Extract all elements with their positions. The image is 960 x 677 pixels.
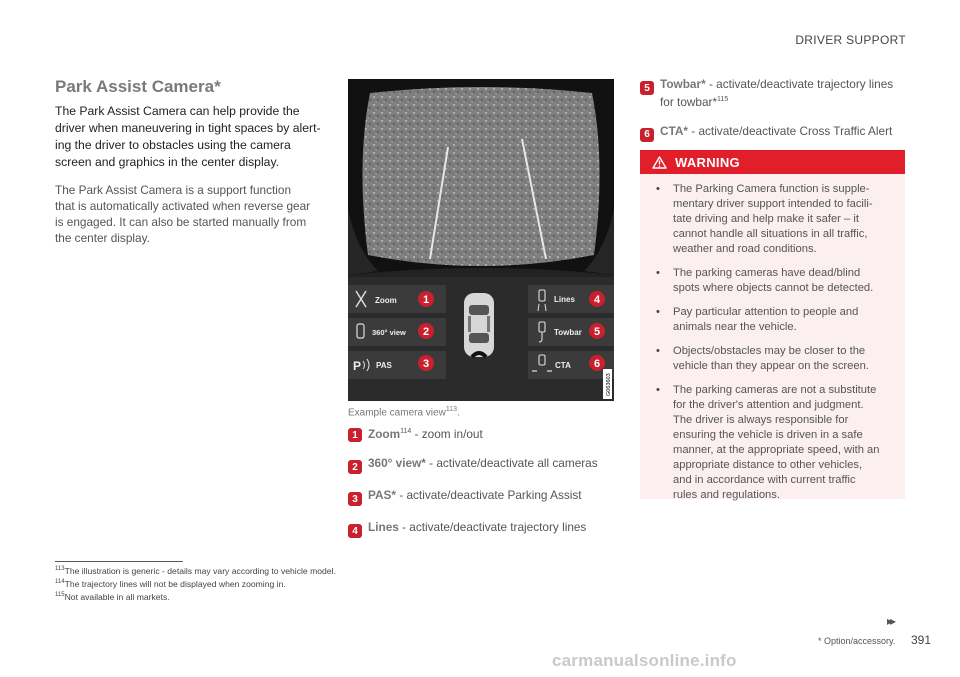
callout-item: 6 CTA* - activate/deactivate Cross Traffic Alert [640, 124, 910, 142]
svg-text:360° view: 360° view [372, 328, 406, 337]
callout-2 [418, 323, 434, 339]
callout-item: 3 PAS* - activate/deactivate Parking Assist [348, 488, 618, 506]
footnote: $^{114}$The trajectory lines will not be displayed when zooming in. [55, 578, 286, 589]
warning-item: • Pay particular attention to people and animals near the vehicle. [656, 305, 895, 335]
page-title: Park Assist Camera* [55, 77, 221, 96]
intro-column [55, 77, 327, 246]
callout-item: 2 360° view* - activate/deactivate all cameras [348, 456, 618, 474]
callout-3 [418, 355, 434, 371]
footnote: $^{113}$The illustration is generic - details may vary according to vehicle model. [55, 565, 336, 576]
next-page-arrows-icon[interactable]: ▸▸ [887, 614, 894, 628]
callout-list-right [640, 77, 910, 156]
callout-item: 5 Towbar* - activate/deactivate trajectory lines for towbar*$^{115}$ [640, 77, 910, 110]
intro-body: The Park Assist Camera is a support function that is automatically activated when reverse gear is engaged. It can also be started manually from the center display. [55, 183, 311, 245]
callout-5 [589, 323, 605, 339]
footnote-divider [55, 561, 183, 562]
callout-item: 1 Zoom$^{114}$ - zoom in/out [348, 424, 618, 442]
warning-item: • The parking cameras are not a substitute for the driver's attention and judgment. The driver is always responsible for ensuring the vehicle is driven in a safe manner, at the appropriate speed, with an appropriate distance to other vehicles, and in accordance with current traffic rules and regulations. [656, 383, 895, 503]
callout-list-left [348, 424, 618, 552]
intro-lead: The Park Assist Camera can help provide the driver when maneuvering in tight spaces by alert- ing the driver to obstacles using the camera screen and graphics in the center display. [55, 104, 321, 169]
callout-4 [589, 291, 605, 307]
image-code: G063603 [606, 373, 612, 396]
callout-number-badge: 4 [348, 524, 362, 538]
car-top-view-icon [464, 293, 494, 357]
warning-box [640, 150, 905, 499]
svg-text:4: 4 [593, 294, 601, 306]
callout-number-badge: 2 [348, 460, 362, 474]
svg-text:CTA: CTA [555, 361, 571, 370]
svg-text:Zoom: Zoom [375, 296, 397, 305]
option-accessory-note: * Option/accessory. [818, 636, 896, 646]
svg-text:5: 5 [593, 326, 601, 338]
svg-text:2: 2 [422, 326, 430, 338]
footnotes [55, 564, 336, 603]
section-header: DRIVER SUPPORT [795, 33, 906, 47]
svg-text:3: 3 [422, 358, 430, 370]
callout-number-badge: 5 [640, 81, 654, 95]
svg-text:1: 1 [422, 294, 430, 306]
callout-number-badge: 3 [348, 492, 362, 506]
page-number: 391 [911, 633, 932, 647]
warning-list [640, 174, 905, 503]
svg-text:PAS: PAS [376, 361, 392, 370]
svg-text:6: 6 [593, 358, 601, 370]
parking-icon: P [353, 359, 362, 373]
warning-header [640, 150, 905, 174]
callout-1 [418, 291, 434, 307]
callout-6 [589, 355, 605, 371]
camera-view-illustration [348, 79, 614, 401]
camera-view-graphic [348, 79, 614, 401]
callout-item: 4 Lines - activate/deactivate trajectory lines [348, 520, 618, 538]
figure-caption: Example camera view$^{113}$. [348, 406, 460, 419]
ground-view [362, 87, 599, 266]
svg-text:Towbar: Towbar [554, 328, 582, 337]
warning-item: • The parking cameras have dead/blind spots where objects cannot be detected. [656, 266, 895, 296]
warning-triangle-icon [652, 156, 667, 169]
warning-item: • The Parking Camera function is supple- mentary driver support intended to facili- tate driving and help make it safer – it cannot handle all situations in all traffic, weather and road conditions. [656, 182, 895, 257]
footnote: $^{115}$Not available in all markets. [55, 591, 170, 602]
callout-number-badge: 1 [348, 428, 362, 442]
svg-text:Lines: Lines [554, 295, 575, 304]
warning-title: WARNING [675, 154, 740, 170]
watermark: carmanualsonline.info [552, 651, 737, 670]
callout-number-badge: 6 [640, 128, 654, 142]
warning-item: • Objects/obstacles may be closer to the vehicle than they appear on the screen. [656, 344, 895, 374]
